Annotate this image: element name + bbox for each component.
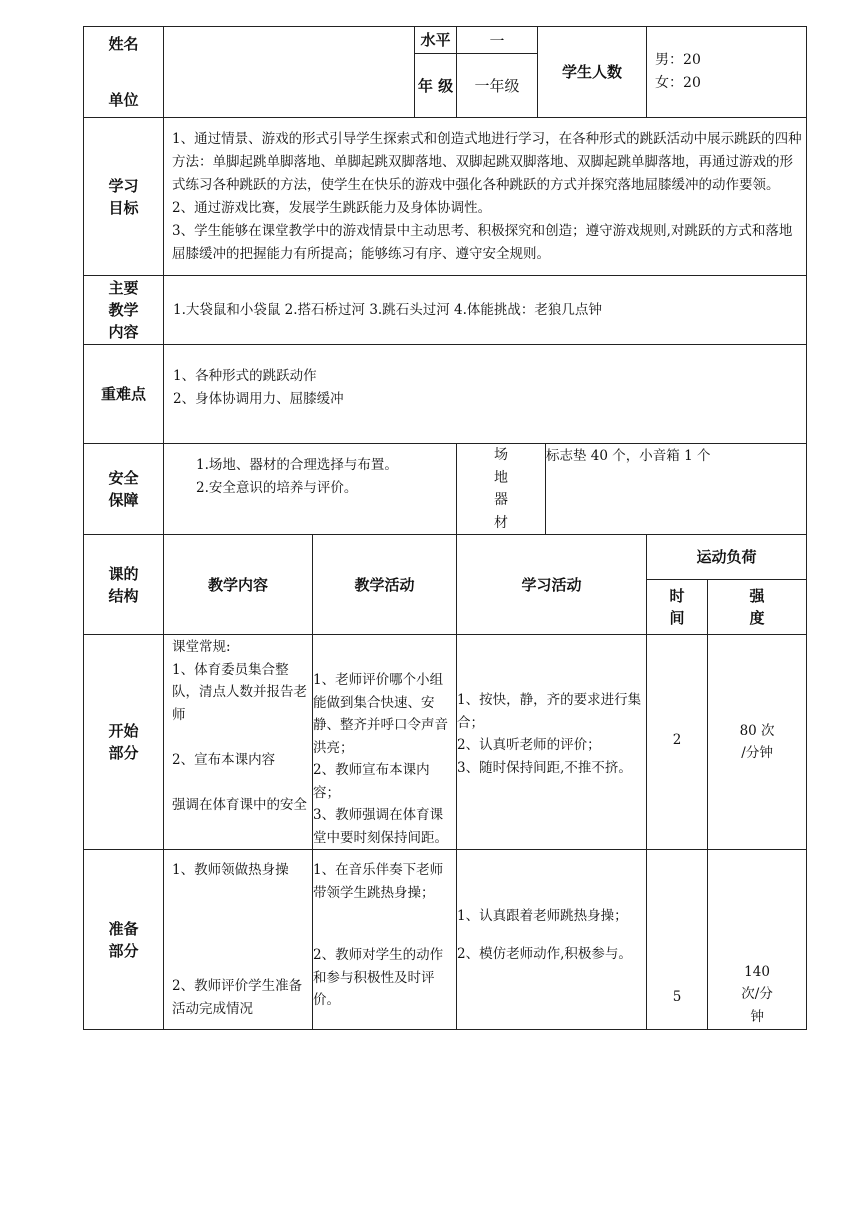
- prep-time: 5: [647, 850, 708, 1030]
- col-time: 时 间: [647, 580, 708, 635]
- prep-content-top: 1、教师领做热身操: [172, 862, 289, 878]
- name-unit-value-cell: [164, 27, 415, 118]
- lesson-plan-table: [83, 26, 807, 1030]
- safety-text: 1.场地、器材的合理选择与布置。 2.安全意识的培养与评价。: [164, 444, 457, 535]
- prep-teacher-top: 1、在音乐伴奏下老师带领学生跳热身操；: [313, 862, 444, 901]
- col-content: 教学内容: [164, 535, 313, 635]
- students-label: 学生人数: [538, 27, 647, 118]
- venue-label: 场 地 器 材: [457, 444, 546, 535]
- col-teacher: 教学活动: [313, 535, 457, 635]
- prep-student-cell: [457, 850, 647, 1030]
- name-unit-label-cell: [84, 27, 164, 118]
- start-student: 1、按快，静，齐的要求进行集合； 2、认真听老师的评价； 3、随时保持间距,不推不挤。: [457, 635, 647, 850]
- male-count: 男：20: [655, 52, 701, 68]
- col-load: 运动负荷: [647, 535, 807, 580]
- col-student: 学习活动: [457, 535, 647, 635]
- students-value-cell: [647, 27, 807, 118]
- prep-content-cell: [164, 850, 313, 1030]
- level-value: 一: [457, 27, 538, 54]
- prep-label: 准备 部分: [84, 850, 164, 1030]
- prep-student-bottom: 2、模仿老师动作,积极参与。: [457, 945, 632, 962]
- start-time: 2: [647, 635, 708, 850]
- objectives-text: 1、通过情景、游戏的形式引导学生探索式和创造式地进行学习，在各种形式的跳跃活动中展示跳跃的四种方法：单脚起跳单脚落地、单脚起跳双脚落地、双脚起跳双脚落地、双脚起跳单脚落地，再通过游戏的形式练习各种跳跃的方法，使学生在快乐的游戏中强化各种跳跃的方式并探究落地屈膝缓冲的动作要领。 2、通过游戏比赛，发展学生跳跃能力及身体协调性。 3、学生能够在课堂教学中的游戏情景中主动思考、积极探究和创造；遵守游戏规则,对跳跃的方式和落地屈膝缓冲的把握能力有所提高；能够练习有序、遵守安全规则。: [164, 118, 807, 276]
- unit-label: 单位: [108, 91, 139, 109]
- table-row: [84, 850, 807, 1030]
- grade-value: 一年级: [457, 54, 538, 118]
- prep-teacher-bottom: 2、教师对学生的动作和参与积极性及时评价。: [313, 947, 444, 1008]
- start-teacher: 1、老师评价哪个小组能做到集合快速、安静、整齐并呼口令声音洪亮； 2、教师宣布本课内容； 3、教师强调在体育课堂中要时刻保持间距。: [313, 635, 457, 850]
- table-row: [84, 635, 807, 850]
- prep-intensity: 140 次/分 钟: [708, 850, 807, 1030]
- content-label: 主要 教学 内容: [84, 276, 164, 345]
- prep-student-top: 1、认真跟着老师跳热身操；: [457, 908, 628, 924]
- prep-teacher-cell: [313, 850, 457, 1030]
- grade-label: 年 级: [415, 54, 457, 118]
- venue-text: 标志垫 40 个，小音箱 1 个: [546, 444, 807, 535]
- objectives-label: 学习 目标: [84, 118, 164, 276]
- female-count: 女：20: [655, 75, 701, 91]
- col-structure: 课的 结构: [84, 535, 164, 635]
- lesson-plan: [83, 26, 806, 1030]
- start-intensity: 80 次 /分钟: [708, 635, 807, 850]
- difficulty-label: 重难点: [84, 345, 164, 444]
- content-text: 1.大袋鼠和小袋鼠 2.搭石桥过河 3.跳石头过河 4.体能挑战：老狼几点钟: [164, 276, 807, 345]
- name-label: 姓名: [108, 35, 139, 53]
- difficulty-text: 1、各种形式的跳跃动作 2、身体协调用力、屈膝缓冲: [164, 345, 807, 444]
- safety-label: 安全 保障: [84, 444, 164, 535]
- prep-content-bottom: 2、教师评价学生准备活动完成情况: [172, 978, 303, 1017]
- col-intensity: 强 度: [708, 580, 807, 635]
- start-content: 课堂常规: 1、体育委员集合整队，清点人数并报告老师 2、宣布本课内容 强调在体育课中的安全: [164, 635, 313, 850]
- level-label: 水平: [415, 27, 457, 54]
- start-label: 开始 部分: [84, 635, 164, 850]
